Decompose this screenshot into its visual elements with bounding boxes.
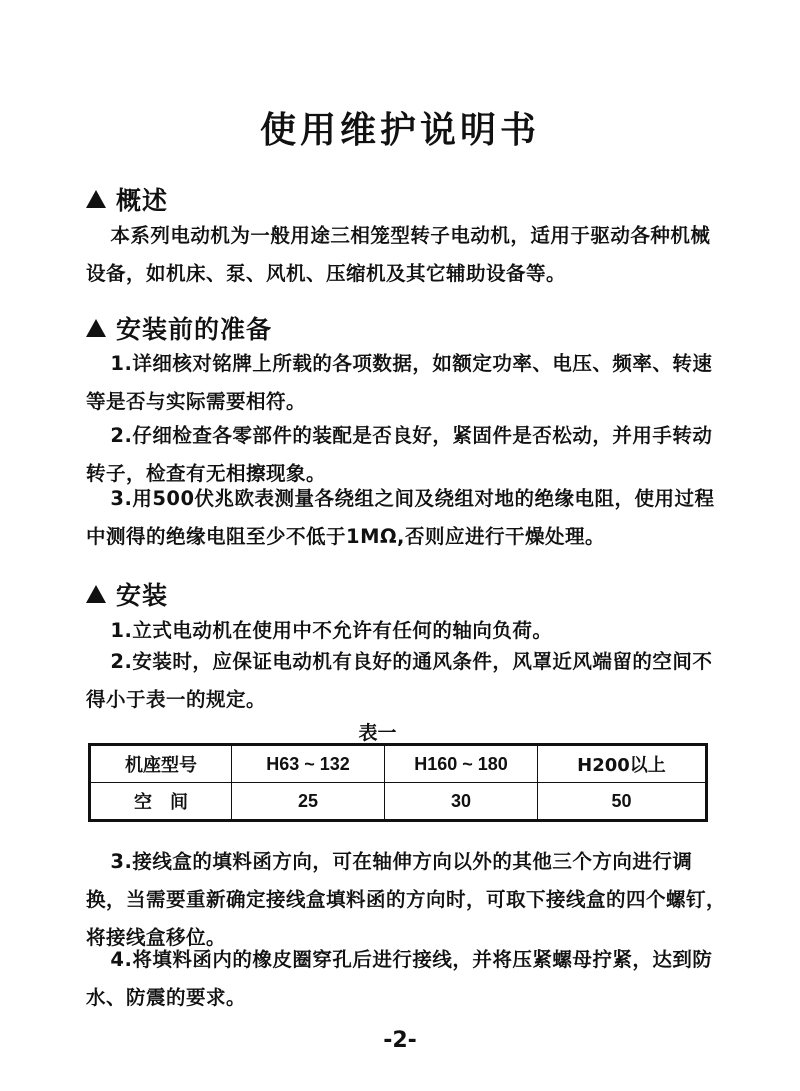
section-heading-preparation <box>86 310 272 346</box>
section-heading-label: 概述 <box>116 186 169 215</box>
paragraph: 2.安装时，应保证电动机有良好的通风条件，风罩近风端留的空间不得小于表一的规定。 <box>86 650 713 711</box>
triangle-bullet-icon <box>86 319 106 337</box>
table-header-cell: 机座型号 <box>90 745 232 783</box>
section-heading-overview <box>86 181 168 217</box>
paragraph: 2.仔细检查各零部件的装配是否良好，紧固件是否松动，并用手转动转子，检查有无相擦现象。 <box>86 424 713 485</box>
table-header-cell: H160 ~ 180 <box>385 745 538 783</box>
table-header-row <box>90 745 707 783</box>
table-cell: 25 <box>232 783 385 821</box>
paragraph: 3.接线盒的填料函方向，可在轴伸方向以外的其他三个方向进行调换，当需要重新确定接线盒填料函的方向时，可取下接线盒的四个螺钉，将接线盒移位。 <box>86 850 727 949</box>
clearance-table <box>88 743 708 822</box>
paragraph: 本系列电动机为一般用途三相笼型转子电动机，适用于驱动各种机械设备，如机床、泵、风机、压缩机及其它辅助设备等。 <box>86 224 711 285</box>
triangle-bullet-icon <box>86 585 106 603</box>
paragraph: 1.立式电动机在使用中不允许有任何的轴向负荷。 <box>110 619 553 642</box>
page-title: 使用维护说明书 <box>259 110 540 151</box>
paragraph: 4.将填料函内的橡皮圈穿孔后进行接线，并将压紧螺母拧紧，达到防水、防震的要求。 <box>86 948 713 1009</box>
table-header-cell: H200以上 <box>538 745 707 783</box>
paragraph: 3.用500伏兆欧表测量各绕组之间及绕组对地的绝缘电阻，使用过程中测得的绝缘电阻至少不低于1MΩ,否则应进行干燥处理。 <box>86 487 715 548</box>
table-cell: 空 间 <box>90 783 232 821</box>
table-cell: 50 <box>538 783 707 821</box>
page-number: -2- <box>383 1028 417 1053</box>
section-heading-label: 安装 <box>116 581 169 610</box>
section-heading-installation <box>86 576 168 612</box>
table-cell: 30 <box>385 783 538 821</box>
table-caption: 表一 <box>358 722 397 744</box>
paragraph: 1.详细核对铭牌上所载的各项数据，如额定功率、电压、频率、转速等是否与实际需要相符。 <box>86 352 713 413</box>
table-row <box>90 783 707 821</box>
triangle-bullet-icon <box>86 190 106 208</box>
section-heading-label: 安装前的准备 <box>116 315 273 344</box>
table-header-cell: H63 ~ 132 <box>232 745 385 783</box>
